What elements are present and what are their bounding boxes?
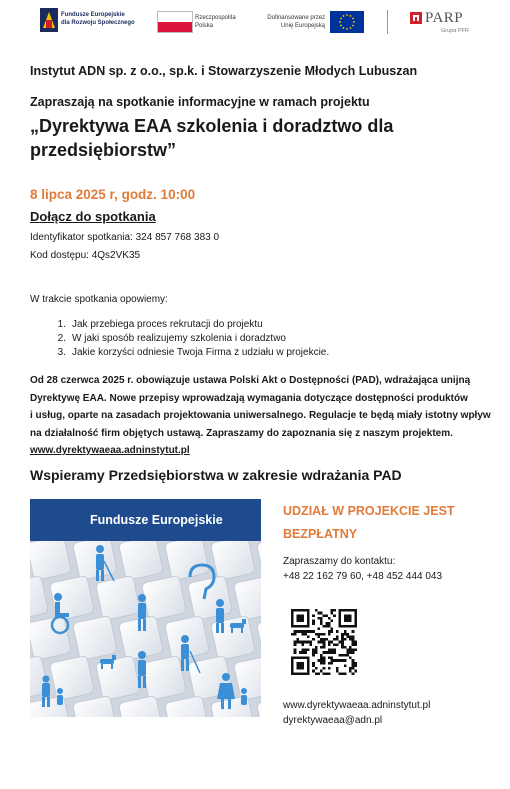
parp-name: PARP xyxy=(425,10,464,26)
meeting-date: 8 lipca 2025 r, godz. 10:00 xyxy=(30,187,196,202)
project-title-line2: przedsiębiorstw” xyxy=(30,140,177,160)
agenda-intro: W trakcie spotkania opowiemy: xyxy=(30,294,168,305)
free-line1: UDZIAŁ W PROJEKCIE JEST xyxy=(283,504,455,518)
list-item xyxy=(30,318,329,332)
ue-line1: Dofinansowane przez xyxy=(267,15,325,21)
contact-label: Zapraszamy do kontaktu: xyxy=(283,556,396,567)
meeting-id: Identyfikator spotkania: 324 857 768 383 0 xyxy=(30,232,220,243)
polish-flag-icon xyxy=(157,11,193,33)
list-item-number: 3. xyxy=(57,347,66,358)
rp-line1: Rzeczpospolita xyxy=(195,15,236,21)
list-item-number: 1. xyxy=(57,319,66,330)
project-title-line1: „Dyrektywa EAA szkolenia i doradztwo dla xyxy=(30,116,394,136)
parp-logo xyxy=(410,10,480,36)
organizers: Instytut ADN sp. z o.o., sp.k. i Stowarzyszenie Młodych Lubuszan xyxy=(30,64,418,78)
logo-separator xyxy=(387,10,388,34)
fundusze-line1: Fundusze Europejskie xyxy=(61,12,125,18)
illustration-banner-text: Fundusze Europejskie xyxy=(90,513,223,527)
qr-code-icon[interactable] xyxy=(291,609,357,675)
pad-line3: i usług, oparte na zasadach projektowania uniwersalnego. Regulacje te będą miały istotny wpływ xyxy=(30,410,491,421)
project-title xyxy=(30,114,460,162)
eu-funding-logo xyxy=(257,9,367,35)
free-participation-heading xyxy=(283,500,493,546)
accessibility-illustration xyxy=(30,499,261,717)
support-heading: Wspieramy Przedsiębiorstwa w zakresie wdrażania PAD xyxy=(30,467,402,483)
invite-text: Zapraszają na spotkanie informacyjne w ramach projektu xyxy=(30,95,370,109)
rzeczpospolita-logo xyxy=(157,9,257,35)
join-meeting-link[interactable]: Dołącz do spotkania xyxy=(30,209,156,224)
contact-phones[interactable]: +48 22 162 79 60, +48 452 444 043 xyxy=(283,571,443,582)
list-item xyxy=(30,332,329,346)
list-item-text: Jak przebiega proces rekrutacji do projektu xyxy=(72,319,263,330)
list-item-text: W jaki sposób realizujemy szkolenia i doradztwo xyxy=(72,333,286,344)
parp-subtitle: Grupa PFR xyxy=(441,28,469,34)
contact-email-link[interactable]: dyrektywaeaa@adn.pl xyxy=(283,715,383,726)
pad-line4: na działalność firm objętych ustawą. Zapraszamy do zapoznania się z naszym projektem. xyxy=(30,427,453,439)
eu-flag-icon xyxy=(330,11,364,33)
ue-line2: Unię Europejską xyxy=(280,22,325,29)
agenda-list xyxy=(30,318,329,360)
list-item xyxy=(30,346,329,360)
rp-line2: Polska xyxy=(195,22,214,29)
pad-paragraph xyxy=(30,372,510,460)
parp-icon xyxy=(410,12,422,24)
pad-line1: Od 28 czerwca 2025 r. obowiązuje ustawa Polski Akt o Dostępności (PAD), wdrażająca unijną xyxy=(30,375,471,386)
list-item-number: 2. xyxy=(57,333,66,344)
contact-website-link[interactable]: www.dyrektywaeaa.adninstytut.pl xyxy=(283,700,431,711)
logo-bar xyxy=(0,0,510,50)
fundusze-europejskie-logo xyxy=(40,8,152,34)
free-line2: BEZPŁATNY xyxy=(283,527,358,541)
meeting-access-code: Kod dostępu: 4Qs2VK35 xyxy=(30,250,141,261)
pad-line2: Dyrektywę EAA. Nowe przepisy wprowadzają wymagania dotyczące dostępności produktów xyxy=(30,392,468,404)
list-item-text: Jakie korzyści odniesie Twoja Firma z udziału w projekcie. xyxy=(72,347,330,358)
fundusze-line2: dla Rozwoju Społecznego xyxy=(61,19,135,26)
fundusze-europejskie-icon xyxy=(40,8,58,32)
project-website-link[interactable]: www.dyrektywaeaa.adninstytut.pl xyxy=(30,445,190,456)
